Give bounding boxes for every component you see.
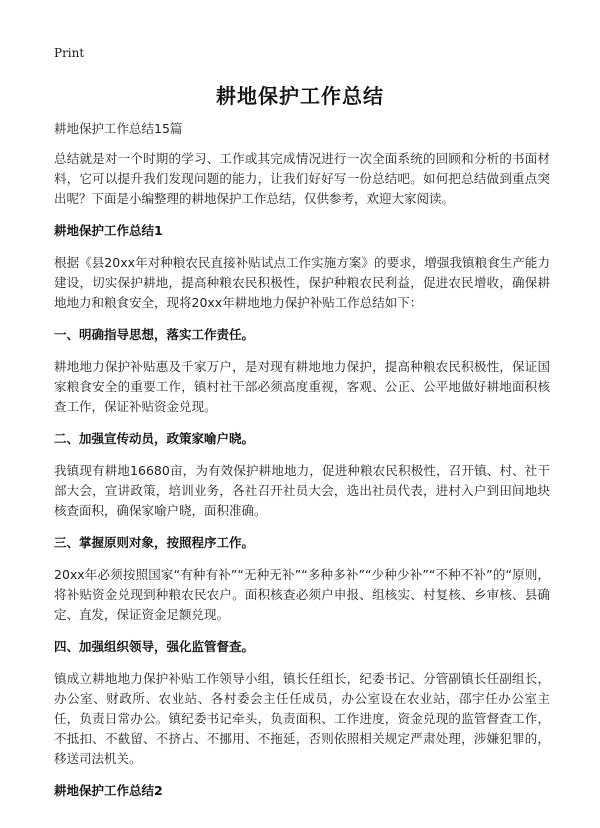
article-body bbox=[54, 119, 550, 813]
subsection-4-heading: 四、加强组织领导，强化监管督查。 bbox=[54, 639, 255, 654]
intro-paragraph: 总结就是对一个时期的学习、工作或其完成情况进行一次全面系统的回顾和分析的书面材料，它可以提升我们发现问题的能力，让我们好好写一份总结吧。如何把总结做到重点突出呢？下面是小编整理的耕地保护工作总结，仅供参考，欢迎大家阅读。 bbox=[54, 151, 550, 206]
article-subtitle: 耕地保护工作总结15篇 bbox=[54, 121, 183, 136]
subsection-2-heading: 二、加强宣传动员，政策家喻户晓。 bbox=[54, 431, 255, 446]
subsection-1-heading: 一、明确指导思想，落实工作责任。 bbox=[54, 327, 255, 342]
subsection-3-heading: 三、掌握原则对象，按照程序工作。 bbox=[54, 535, 255, 550]
subsection-1-paragraph: 耕地地力保护补贴惠及千家万户，是对现有耕地地力保护，提高种粮农民积极性，保证国家粮食安全的重要工作，镇村社干部必须高度重视，客观、公正、公平地做好耕地面积核查工作，保证补贴资金兑现。 bbox=[54, 359, 550, 414]
print-link[interactable]: Print bbox=[54, 46, 85, 60]
subsection-2-paragraph: 我镇现有耕地16680亩，为有效保护耕地地力，促进种粮农民积极性，召开镇、村、社干部大会，宣讲政策，培训业务，各社召开社员大会，选出社员代表，进村入户到田间地块核查面积，确保家喻户晓，面积准确。 bbox=[54, 463, 550, 518]
section-1-heading: 耕地保护工作总结1 bbox=[54, 223, 163, 238]
subsection-4-paragraph: 镇成立耕地地力保护补贴工作领导小组，镇长任组长，纪委书记、分管副镇长任副组长，办公室、财政所、农业站、各村委会主任任成员，办公室设在农业站，邵宇任办公室主任，负责日常办公。镇纪委书记牵头，负责面积、工作进度，资金兑现的监管督查工作，不抵扣、不截留、不挤占、不挪用、不拖延，否则依照相关规定严肃处理，涉嫌犯罪的，移送司法机关。 bbox=[54, 671, 550, 766]
section-2-heading: 耕地保护工作总结2 bbox=[54, 783, 163, 798]
section-1-paragraph: 根据《县20xx年对种粮农民直接补贴试点工作实施方案》的要求，增强我镇粮食生产能力建设，切实保护耕地，提高种粮农民积极性，保护种粮农民利益，促进农民增收，确保耕地地力和粮食安全，现将20xx年耕地地力保护补贴工作总结如下： bbox=[54, 255, 550, 310]
subsection-3-paragraph: 20xx年必须按照国家“有种有补”“无种无补”“多种多补”“少种少补”“不种不补”的“原则，将补贴资金兑现到种粮农民农户。面积核查必须户申报、组核实、村复核、乡审核、县确定、直发，保证资金足额兑现。 bbox=[54, 567, 550, 622]
page-title: 耕地保护工作总结 bbox=[216, 84, 384, 108]
